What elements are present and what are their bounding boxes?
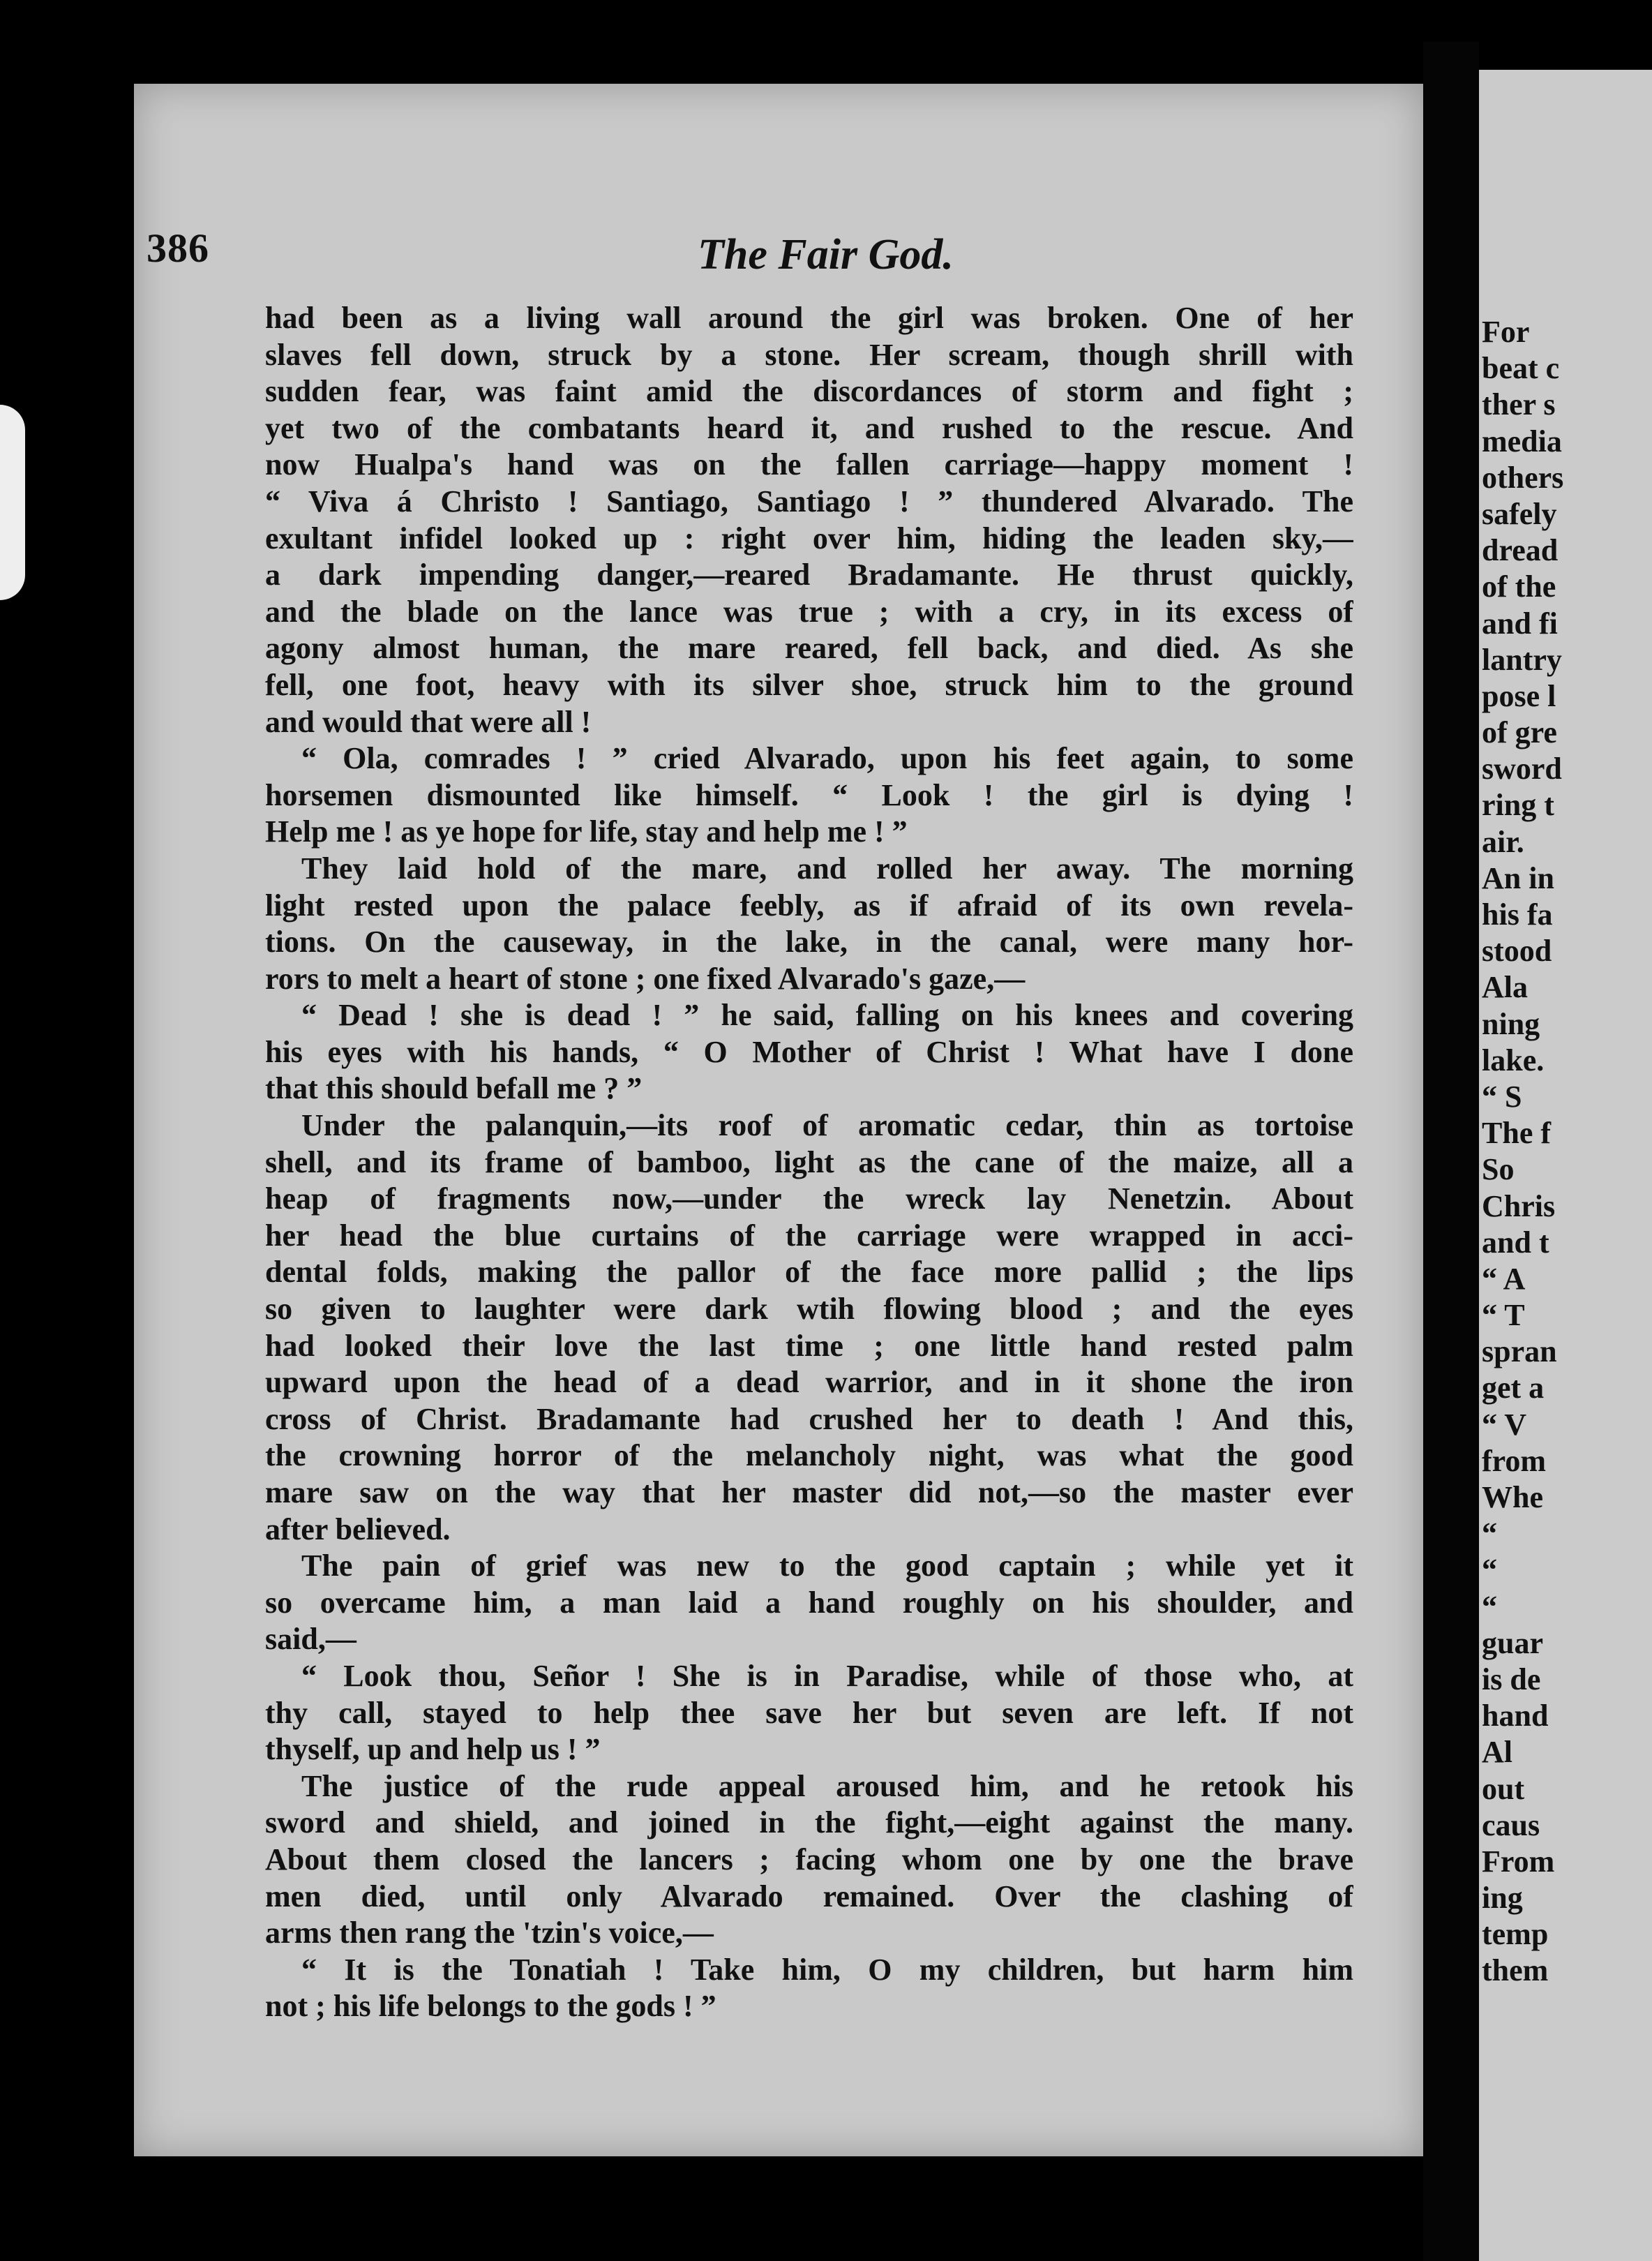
right-text-line: ring t bbox=[1482, 788, 1554, 823]
right-text-line: An in bbox=[1482, 860, 1554, 895]
right-text-line: of the bbox=[1482, 569, 1556, 604]
right-text-line: them bbox=[1482, 1953, 1549, 1988]
text-line: the crowning horror of the melancholy night, was what the good bbox=[265, 1438, 1353, 1473]
right-text-line: pose l bbox=[1482, 678, 1556, 713]
text-line: fell, one foot, heavy with its silver shoe, struck him to the ground bbox=[265, 667, 1353, 702]
text-line: had been as a living wall around the girl was broken. One of her bbox=[265, 301, 1353, 335]
text-line: her head the blue curtains of the carriage were wrapped in acci- bbox=[265, 1218, 1353, 1253]
text-line: his eyes with his hands, “ O Mother of Christ ! What have I done bbox=[265, 1034, 1353, 1069]
right-text-line: ing bbox=[1482, 1881, 1523, 1916]
right-text-line: and t bbox=[1482, 1225, 1549, 1260]
text-line: arms then rang the 'tzin's voice,— bbox=[265, 1916, 714, 1950]
right-text-line: “ bbox=[1482, 1553, 1497, 1588]
text-line: sword and shield, and joined in the fight,—eight against the many. bbox=[265, 1805, 1353, 1840]
right-text-line: spran bbox=[1482, 1334, 1557, 1369]
text-line: horsemen dismounted like himself. “ Look ! the girl is dying ! bbox=[265, 777, 1353, 812]
text-line: not ; his life belongs to the gods ! ” bbox=[265, 1989, 716, 2024]
text-line: agony almost human, the mare reared, fell back, and died. As she bbox=[265, 631, 1353, 666]
text-line: and would that were all ! bbox=[265, 704, 592, 739]
right-text-line: “ bbox=[1482, 1516, 1497, 1551]
text-line: They laid hold of the mare, and rolled her away. The morning bbox=[301, 851, 1353, 886]
right-text-line: stood bbox=[1482, 934, 1552, 969]
text-line: thyself, up and help us ! ” bbox=[265, 1732, 601, 1767]
right-text-line: safely bbox=[1482, 496, 1557, 531]
page-edge-fragment bbox=[0, 405, 25, 600]
text-line: mare saw on the way that her master did not,—so the master ever bbox=[265, 1475, 1353, 1509]
right-text-line: caus bbox=[1482, 1807, 1540, 1842]
text-line: light rested upon the palace feebly, as if afraid of its own revela- bbox=[265, 888, 1353, 923]
text-line: Under the palanquin,—its roof of aromatic cedar, thin as tortoise bbox=[301, 1108, 1353, 1143]
text-line: The justice of the rude appeal aroused him, and he retook his bbox=[301, 1768, 1353, 1803]
right-text-line: “ V bbox=[1482, 1407, 1526, 1442]
page-number: 386 bbox=[147, 225, 209, 271]
text-line: heap of fragments now,—under the wreck lay Nenetzin. About bbox=[265, 1181, 1353, 1216]
right-text-line: air. bbox=[1482, 824, 1524, 859]
text-line: The pain of grief was new to the good captain ; while yet it bbox=[301, 1549, 1353, 1583]
right-text-line: Ala bbox=[1482, 970, 1528, 1005]
right-text-line: lantry bbox=[1482, 642, 1562, 677]
text-line: “ Ola, comrades ! ” cried Alvarado, upon his feet again, to some bbox=[301, 741, 1353, 776]
right-text-line: “ S bbox=[1482, 1079, 1522, 1114]
text-line: said,— bbox=[265, 1622, 356, 1657]
right-page-text bbox=[1482, 314, 1652, 1990]
right-text-line: hand bbox=[1482, 1699, 1549, 1733]
text-line: so overcame him, a man laid a hand roughly on his shoulder, and bbox=[265, 1585, 1353, 1620]
right-text-line: Chris bbox=[1482, 1188, 1556, 1223]
right-text-line: From bbox=[1482, 1844, 1555, 1879]
text-line: rors to melt a heart of stone ; one fixed Alvarado's gaze,— bbox=[265, 961, 1026, 996]
right-text-line: temp bbox=[1482, 1917, 1549, 1952]
right-text-line: So bbox=[1482, 1152, 1515, 1187]
right-text-line: of gre bbox=[1482, 715, 1557, 750]
text-line: “ Dead ! she is dead ! ” he said, falling on his knees and covering bbox=[301, 998, 1353, 1033]
text-line: cross of Christ. Bradamante had crushed her to death ! And this, bbox=[265, 1401, 1353, 1436]
right-text-line: others bbox=[1482, 460, 1564, 495]
text-line: sudden fear, was faint amid the discordances of storm and fight ; bbox=[265, 374, 1353, 409]
right-text-line: from bbox=[1482, 1443, 1547, 1478]
text-line: “ Viva á Christo ! Santiago, Santiago ! ” thundered Alvarado. The bbox=[265, 484, 1353, 518]
right-text-line: Al bbox=[1482, 1735, 1512, 1770]
right-text-line: get a bbox=[1482, 1371, 1545, 1405]
right-text-line: Whe bbox=[1482, 1480, 1543, 1514]
text-line: now Hualpa's hand was on the fallen carriage—happy moment ! bbox=[265, 447, 1353, 482]
running-title: The Fair God. bbox=[698, 231, 954, 278]
text-line: so given to laughter were dark wtih flowing blood ; and the eyes bbox=[265, 1292, 1353, 1327]
book-gutter bbox=[1423, 42, 1479, 2261]
right-text-line: dread bbox=[1482, 533, 1559, 568]
text-line: About them closed the lancers ; facing whom one by one the brave bbox=[265, 1842, 1353, 1876]
right-text-line: ther s bbox=[1482, 387, 1556, 422]
right-text-line: media bbox=[1482, 424, 1562, 458]
text-line: and the blade on the lance was true ; with a cry, in its excess of bbox=[265, 594, 1353, 629]
text-line: that this should befall me ? ” bbox=[265, 1071, 643, 1106]
text-line: “ Look thou, Señor ! She is in Paradise, while of those who, at bbox=[301, 1658, 1353, 1693]
text-line: a dark impending danger,—reared Bradamante. He thrust quickly, bbox=[265, 558, 1353, 592]
right-text-line: ning bbox=[1482, 1006, 1540, 1041]
right-text-line: is de bbox=[1482, 1662, 1541, 1696]
text-line: Help me ! as ye hope for life, stay and help me ! ” bbox=[265, 814, 908, 849]
text-line: slaves fell down, struck by a stone. Her scream, though shrill with bbox=[265, 337, 1353, 372]
right-text-line: guar bbox=[1482, 1625, 1543, 1660]
body-text bbox=[265, 300, 1353, 2025]
right-text-line: sword bbox=[1482, 752, 1562, 786]
right-text-line: and fi bbox=[1482, 606, 1558, 641]
text-line: men died, until only Alvarado remained. Over the clashing of bbox=[265, 1879, 1353, 1913]
right-text-line: beat c bbox=[1482, 351, 1560, 386]
right-text-line: “ A bbox=[1482, 1261, 1526, 1296]
text-line: tions. On the causeway, in the lake, in the canal, were many hor- bbox=[265, 925, 1353, 960]
right-text-line: The f bbox=[1482, 1116, 1551, 1151]
text-line: dental folds, making the pallor of the face more pallid ; the lips bbox=[265, 1255, 1353, 1290]
text-line: yet two of the combatants heard it, and rushed to the rescue. And bbox=[265, 410, 1353, 445]
right-text-line: “ T bbox=[1482, 1298, 1525, 1333]
text-line: shell, and its frame of bamboo, light as the cane of the maize, all a bbox=[265, 1144, 1353, 1179]
text-line: after believed. bbox=[265, 1512, 451, 1546]
text-line: upward upon the head of a dead warrior, and in it shone the iron bbox=[265, 1365, 1353, 1400]
right-text-line: his fa bbox=[1482, 897, 1553, 932]
text-line: “ It is the Tonatiah ! Take him, O my children, but harm him bbox=[301, 1952, 1353, 1987]
text-line: exultant infidel looked up : right over him, hiding the leaden sky,— bbox=[265, 521, 1353, 555]
right-text-line: “ bbox=[1482, 1589, 1497, 1624]
text-line: thy call, stayed to help thee save her but seven are left. If not bbox=[265, 1695, 1353, 1730]
right-text-line: out bbox=[1482, 1771, 1525, 1806]
right-text-line: For bbox=[1482, 315, 1530, 349]
right-text-line: lake. bbox=[1482, 1043, 1545, 1077]
text-line: had looked their love the last time ; one little hand rested palm bbox=[265, 1328, 1353, 1363]
